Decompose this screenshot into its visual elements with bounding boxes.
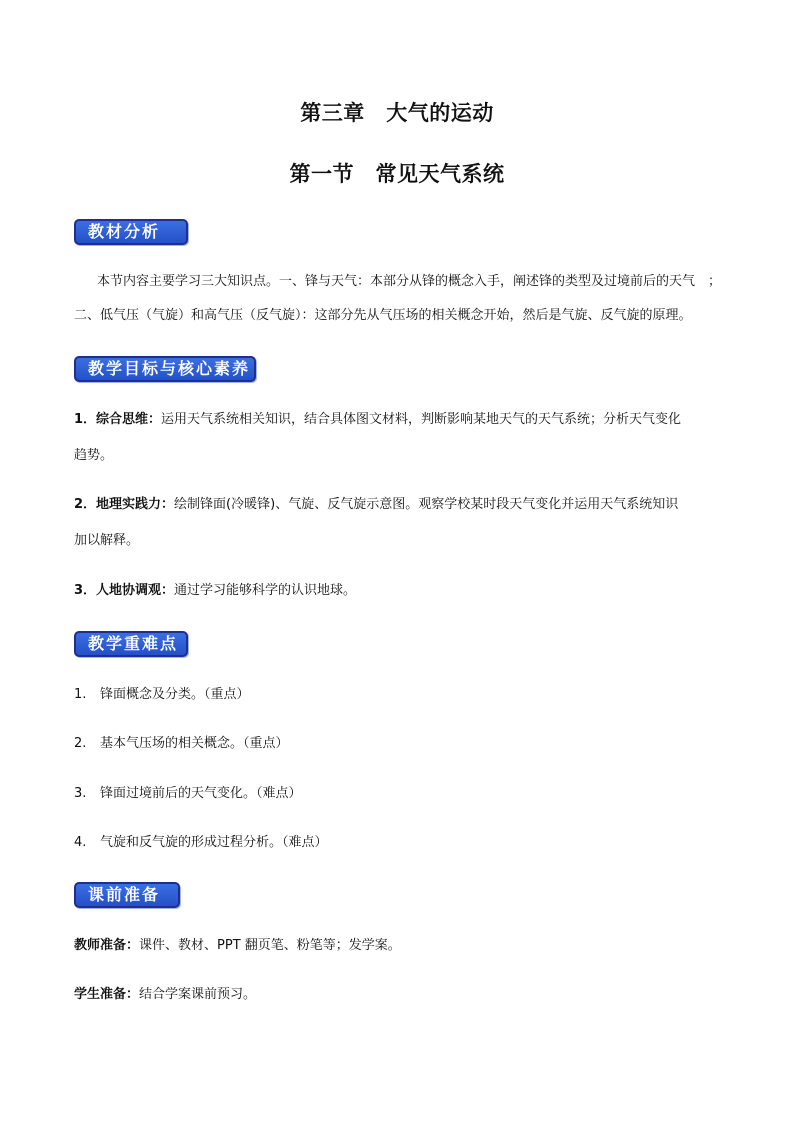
teacher-prep-label: 教师准备： — [74, 938, 140, 953]
teacher-prep-text: 课件、教材、PPT 翻页笔、粉笔等；发学案。 — [139, 938, 401, 953]
student-prep-text: 结合学案课前预习。 — [139, 987, 257, 1002]
goal-item-3 — [74, 582, 724, 600]
chapter-title: 第三章 大气的运动 — [300, 101, 494, 125]
keypoint-1-number: 1. — [74, 687, 87, 702]
keypoint-4-text: 气旋和反气旋的形成过程分析。（难点） — [100, 835, 328, 850]
goals-heading-badge: 教学目标与核心素养 — [74, 356, 256, 382]
goal-item-1 — [74, 411, 724, 429]
goal-item-1-text: 运用天气系统相关知识，结合具体图文材料，判断影响某地天气的天气系统；分析天气变化 — [161, 412, 682, 427]
analysis-paragraph-line2: 二、低气压（气旋）和高气压（反气旋）：这部分先从气压场的相关概念开始，然后是气旋、反气旋的原理。 — [74, 308, 692, 323]
goal-item-1-continuation: 趋势。 — [74, 448, 114, 463]
goal-item-3-label: 3．人地协调观： — [74, 583, 175, 598]
teacher-prep — [74, 937, 724, 955]
goal-item-2-label: 2．地理实践力： — [74, 497, 175, 512]
section-title: 第一节 常见天气系统 — [289, 162, 505, 186]
goal-item-2-continuation: 加以解释。 — [74, 533, 140, 548]
goal-item-2 — [74, 496, 724, 514]
analysis-paragraph-line1: 本节内容主要学习三大知识点。一、锋与天气：本部分从锋的概念入手，阐述锋的类型及过境前后的天气 ； — [97, 274, 722, 289]
keypoint-1-text: 锋面概念及分类。（重点） — [100, 687, 250, 702]
keypoint-2-number: 2. — [74, 736, 87, 751]
goal-item-1-label: 1．综合思维： — [74, 412, 162, 427]
keypoint-3-number: 3. — [74, 786, 87, 801]
goal-item-3-text: 通过学习能够科学的认识地球。 — [174, 583, 357, 598]
prep-heading-badge: 课前准备 — [74, 882, 180, 908]
keypoint-4-number: 4. — [74, 835, 87, 850]
analysis-heading-badge: 教材分析 — [74, 219, 188, 245]
goal-item-2-text: 绘制锋面(冷暖锋)、气旋、反气旋示意图。观察学校某时段天气变化并运用天气系统知识 — [174, 497, 679, 512]
keypoint-3-text: 锋面过境前后的天气变化。（难点） — [100, 786, 302, 801]
student-prep — [74, 986, 724, 1004]
keypoints-heading-badge: 教学重难点 — [74, 631, 188, 657]
keypoint-2-text: 基本气压场的相关概念。（重点） — [100, 736, 289, 751]
student-prep-label: 学生准备： — [74, 987, 140, 1002]
